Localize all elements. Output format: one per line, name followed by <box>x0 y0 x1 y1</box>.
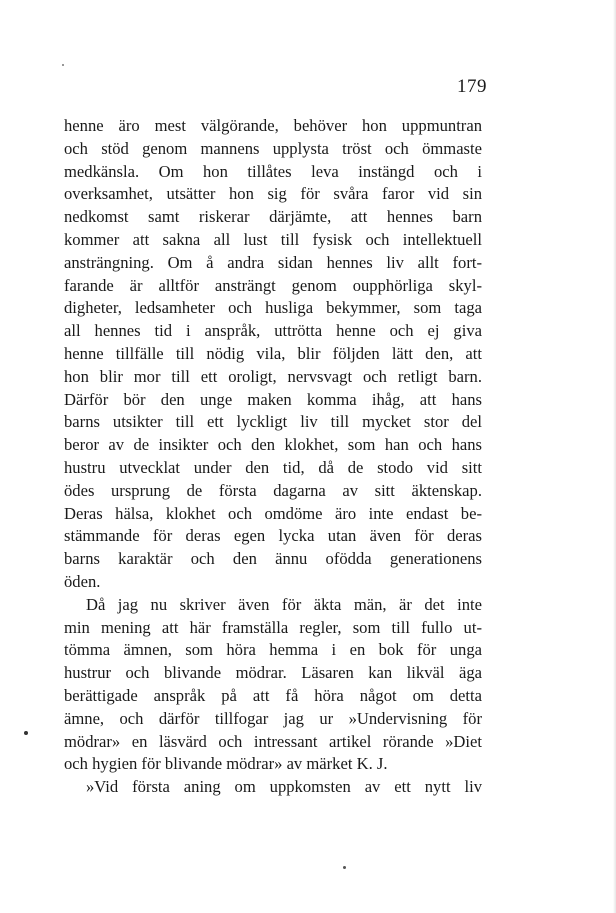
text-line: overksamhet, utsätter hon sig för svåra faror vid sin <box>64 184 482 204</box>
text-line: och hygien för blivande mödrar» av märket K. J. <box>64 754 388 774</box>
text-line: barns karaktär och den ännu ofödda generationens <box>64 549 482 569</box>
text-line: stämmande för deras egen lycka utan även för deras <box>64 526 482 546</box>
text-line: mödrar» en läsvärd och intressant artikel rörande »Diet <box>64 731 482 751</box>
text-line: »Vid första aning om uppkomsten av ett nytt liv <box>86 777 482 797</box>
text-line: all hennes tid i anspråk, uttrötta henne och ej giva <box>64 321 482 341</box>
text-line: berättigade anspråk på att få höra något om detta <box>64 685 482 705</box>
text-line: hon blir mor till ett oroligt, nervsvagt och retligt barn. <box>64 366 482 386</box>
text-line: Därför bör den unge maken komma ihåg, att hans <box>64 389 482 409</box>
text-line: beror av de insikter och den klokhet, som han och hans <box>64 435 482 455</box>
text-line: öden. <box>64 571 101 591</box>
print-speck <box>343 866 346 869</box>
text-line: min mening att här framställa regler, som till fullo ut- <box>64 617 482 637</box>
text-line: digheter, ledsamheter och husliga bekymmer, som taga <box>64 298 482 318</box>
text-line: barns utsikter till ett lyckligt liv till mycket stor del <box>64 412 482 432</box>
text-line: nedkomst samt riskerar därjämte, att hennes barn <box>64 207 482 227</box>
text-line: ämne, och därför tillfogar jag ur »Undervisning för <box>64 708 482 728</box>
text-line: henne tillfälle till nödig vila, blir följden lätt den, att <box>64 343 482 363</box>
text-line: tömma ämnen, som höra hemma i en bok för unga <box>64 640 482 660</box>
body-text <box>64 115 482 799</box>
text-line: henne äro mest välgörande, behöver hon uppmuntran <box>64 116 482 135</box>
text-line: medkänsla. Om hon tillåtes leva instängd och i <box>64 161 482 181</box>
text-line: farande är alltför ansträngt genom oupphörliga skyl- <box>64 275 482 295</box>
text-line: hustrur och blivande mödrar. Läsaren kan likväl äga <box>64 663 482 683</box>
print-speck <box>62 64 64 66</box>
text-line: hustru utvecklat under den tid, då de stodo vid sitt <box>64 457 482 477</box>
text-line: ansträngning. Om å andra sidan hennes liv allt fort- <box>64 252 482 272</box>
text-line: ödes ursprung de första dagarna av sitt äktenskap. <box>64 480 482 500</box>
page-number: 179 <box>457 76 487 97</box>
print-speck <box>24 731 28 735</box>
text-line: kommer att sakna all lust till fysisk och intellektuell <box>64 229 482 249</box>
text-line: Då jag nu skriver även för äkta män, är det inte <box>86 594 482 614</box>
text-line: Deras hälsa, klokhet och omdöme äro inte endast be- <box>64 503 482 523</box>
text-line: och stöd genom mannens upplysta tröst och ömmaste <box>64 138 482 158</box>
